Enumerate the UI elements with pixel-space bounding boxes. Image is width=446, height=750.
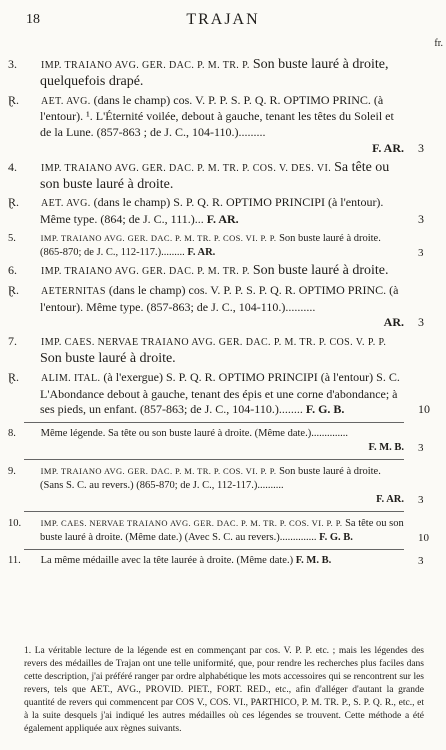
obverse-legend: IMP. TRAIANO AVG. GER. DAC. P. M. TR. P.	[41, 60, 250, 71]
entry-7-reverse: Ɽ. ALIM. ITAL. (à l'exergue) S. P. Q. R. OPTIMO PRINCIPI (à l'entour) S. C. L'Abondance debout à gauche, tenant des épis et une corne d'abondance; à ses pieds, un enfant. (857-863; de J. C., 104-110.)........ F. G. B. 10	[8, 369, 430, 417]
obverse-description: Son buste lauré à droite.	[252, 262, 389, 278]
page-title: TRAJAN	[186, 11, 260, 28]
entry-7: 7. IMP. CAES. NERVAE TRAIANO AVG. GER. DAC. P. M. TR. P. COS. V. P. P. Son buste lauré à droite.	[8, 334, 387, 366]
entry-description: La même médaille avec la tête laurée à droite. (Même date.)	[40, 555, 294, 567]
obverse-legend: IMP. TRAIANO AVG. GER. DAC. P. M. TR. P.	[41, 265, 250, 277]
reverse-legend: AET. AVG.	[41, 198, 91, 210]
obverse-legend: IMP. CAES. NERVAE TRAIANO AVG. GER. DAC. P. M. TR. P. COS. VI. P. P.	[40, 518, 343, 529]
page-header	[0, 10, 446, 34]
reverse-description: (dans le champ) cos. V. P. P. S. P. Q. R. OPTIMO PRINC. (à l'entour). ¹. L'Éternité voilée, debout à gauche, tenant les têtes du Soleil et de la Lune. (857-863 ; de J. C., 104-110.).........	[40, 92, 394, 140]
entry-9: 9. IMP. TRAIANO AVG. GER. DAC. P. M. TR. P. COS. VI. P. P. Son buste lauré à droite. (Sans S. C. au revers.) (865-870; de J. C., 112-117.).......... F. AR. 3	[8, 466, 424, 507]
metal-code: F. AR.	[187, 246, 216, 258]
entry-10: 10. IMP. CAES. NERVAE TRAIANO AVG. GER. DAC. P. M. TR. P. COS. VI. P. P. Sa tête ou son buste lauré à droite. (Même date.) (Avec S. C. au revers.).............. F. G. B. 10	[8, 518, 429, 545]
obverse-legend: IMP. TRAIANO AVG. GER. DAC. P. M. TR. P. COS. V. DES. VI.	[41, 162, 332, 174]
metal-code: F. AR.	[372, 140, 404, 155]
entry-3: 3. IMP. TRAIANO AVG. GER. DAC. P. M. TR. P. Son buste lauré à droite, quelquefois drapé.	[8, 57, 389, 89]
footnote: 1. La véritable lecture de la légende est en commençant par cos. V. P. P. etc. ; mais les légendes des revers des médailles de Trajan ont une telle uniformité, que, pour rendre les recherches plus faciles dans cette description, j'ai préféré ranger par ordre alphabétique les mots accessoires qui se rencontrent sur les revers, tels que AET., AVG., PROVID. PIET., FORT. RED., etc., afin d'alléger d'autant la grande quantité de revers qui commencent par COS V., COS. VI., PARTHICO, P. M. TR. P., S. P. Q. R., etc., et à la suite desquels j'ai indiqué les autres médailles où ces légendes se trouvent. Cette méthode a été également appliquée aux règnes suivants.	[24, 646, 424, 734]
divider	[24, 549, 404, 550]
divider	[24, 422, 404, 423]
obverse-description: Son buste lauré à droite. (865-870; de J. C., 112-117.).........	[40, 232, 381, 258]
metal-code: AR.	[383, 315, 404, 330]
entry-4-reverse: Ɽ. AET. AVG. (dans le champ) S. P. Q. R. OPTIMO PRINCIPI (à l'entour). Même type. (864; de J. C., 111.)... F. AR. 3	[8, 195, 424, 227]
metal-code: F. M. B.	[295, 555, 332, 567]
reverse-legend: AETERNITAS	[41, 285, 106, 297]
metal-code: F. G. B.	[305, 402, 345, 417]
obverse-description: Sa tête ou son buste lauré à droite. (Même date.) (Avec S. C. au revers.)..............	[40, 518, 404, 544]
obverse-legend: IMP. TRAIANO AVG. GER. DAC. P. M. TR. P. COS. VI. P. P.	[40, 232, 277, 243]
reverse-description: (dans le champ) cos. V. P. P. S. P. Q. R. OPTIMO PRINC. (à l'entour). Même type. (857-863; de J. C., 104-110.)..........	[40, 282, 399, 314]
obverse-description: Son buste lauré à droite.	[40, 350, 176, 366]
reverse-legend: AET. AVG.	[41, 95, 91, 107]
obverse-legend: IMP. CAES. NERVAE TRAIANO AVG. GER. DAC. P. M. TR. P. COS. V. P. P.	[41, 337, 387, 349]
entry-8: 8. Même légende. Sa tête ou son buste lauré à droite. (Même date.).............. F. M. B. 3	[8, 428, 424, 455]
metal-code: F. AR.	[376, 494, 404, 506]
metal-code: F. G. B.	[319, 532, 353, 544]
entry-11: 11. La même médaille avec la tête laurée à droite. (Même date.) F. M. B. 3	[8, 555, 424, 568]
divider	[24, 511, 404, 512]
entry-6-reverse: Ɽ. AETERNITAS (dans le champ) cos. V. P. P. S. P. Q. R. OPTIMO PRINC. (à l'entour). Même type. (857-863; de J. C., 104-110.).......... AR. 3	[8, 282, 424, 330]
divider	[24, 459, 404, 460]
obverse-description: Son buste lauré à droite. (Sans S. C. au revers.) (865-870; de J. C., 112-117.)..........	[40, 466, 381, 492]
entry-6: 6. IMP. TRAIANO AVG. GER. DAC. P. M. TR. P. Son buste lauré à droite.	[8, 262, 389, 278]
entry-description: Même légende. Sa tête ou son buste lauré à droite. (Même date.)..............	[40, 428, 348, 440]
entry-5: 5. IMP. TRAIANO AVG. GER. DAC. P. M. TR. P. COS. VI. P. P. Son buste lauré à droite. (865-870; de J. C., 112-117.)......... F. AR. 3	[8, 232, 424, 259]
obverse-description: Sa tête ou son buste lauré à droite.	[40, 159, 390, 192]
reverse-description: (dans le champ) S. P. Q. R. OPTIMO PRINCIPI (à l'entour). Même type. (864; de J. C., 111.)...	[40, 195, 384, 227]
entry-3-reverse: Ɽ. AET. AVG. (dans le champ) cos. V. P. P. S. P. Q. R. OPTIMO PRINC. (à l'entour). ¹. L'Éternité voilée, debout à gauche, tenant les têtes du Soleil et de la Lune. (857-863 ; de J. C., 104-110.)......... F. AR. 3	[8, 92, 424, 155]
entries-list	[8, 57, 430, 571]
obverse-description: Son buste lauré à droite, quelquefois drapé.	[40, 57, 389, 89]
entry-4: 4. IMP. TRAIANO AVG. GER. DAC. P. M. TR. P. COS. V. DES. VI. Sa tête ou son buste lauré à droite.	[8, 159, 390, 192]
reverse-legend: ALIM. ITAL.	[41, 372, 101, 384]
metal-code: F. AR.	[206, 212, 239, 227]
page-number: 18	[26, 12, 40, 27]
margin-note: fr.	[434, 38, 443, 49]
reverse-description: (à l'exergue) S. P. Q. R. OPTIMO PRINCIPI (à l'entour) S. C. L'Abondance debout à gauche, tenant des épis et une corne d'abondance; à ses pieds, un enfant. (857-863; de J. C., 104-110.)........	[40, 369, 400, 417]
metal-code: F. M. B.	[368, 442, 404, 454]
obverse-legend: IMP. TRAIANO AVG. GER. DAC. P. M. TR. P. COS. VI. P. P.	[40, 466, 277, 477]
